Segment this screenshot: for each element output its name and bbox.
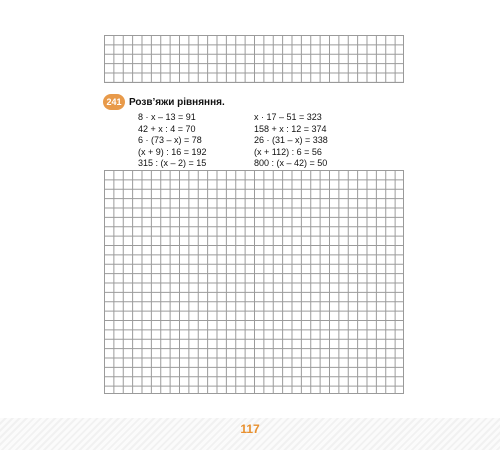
equation: 6 · (73 – x) = 78: [138, 135, 202, 145]
equation: 315 : (x – 2) = 15: [138, 158, 207, 168]
answer-grid-top: [104, 35, 404, 83]
equation: 8 · x – 13 = 91: [138, 112, 196, 122]
answer-grid-main: [104, 170, 404, 394]
equations-right-column: [254, 112, 328, 170]
task-header: [103, 94, 225, 110]
task-number-badge: 241: [103, 94, 125, 110]
equation: 800 : (x – 42) = 50: [254, 158, 328, 168]
equation: (x + 9) : 16 = 192: [138, 146, 207, 157]
equations-left-column: [138, 112, 207, 170]
task-title: Розв’яжи рівняння.: [129, 96, 225, 108]
equation: 42 + x : 4 = 70: [138, 123, 196, 134]
equation: 158 + x : 12 = 374: [254, 123, 327, 134]
equation: x · 17 – 51 = 323: [254, 112, 322, 122]
equation: (x + 112) : 6 = 56: [254, 146, 322, 157]
equation: 26 · (31 – x) = 338: [254, 135, 328, 145]
page-number: 117: [240, 422, 260, 436]
